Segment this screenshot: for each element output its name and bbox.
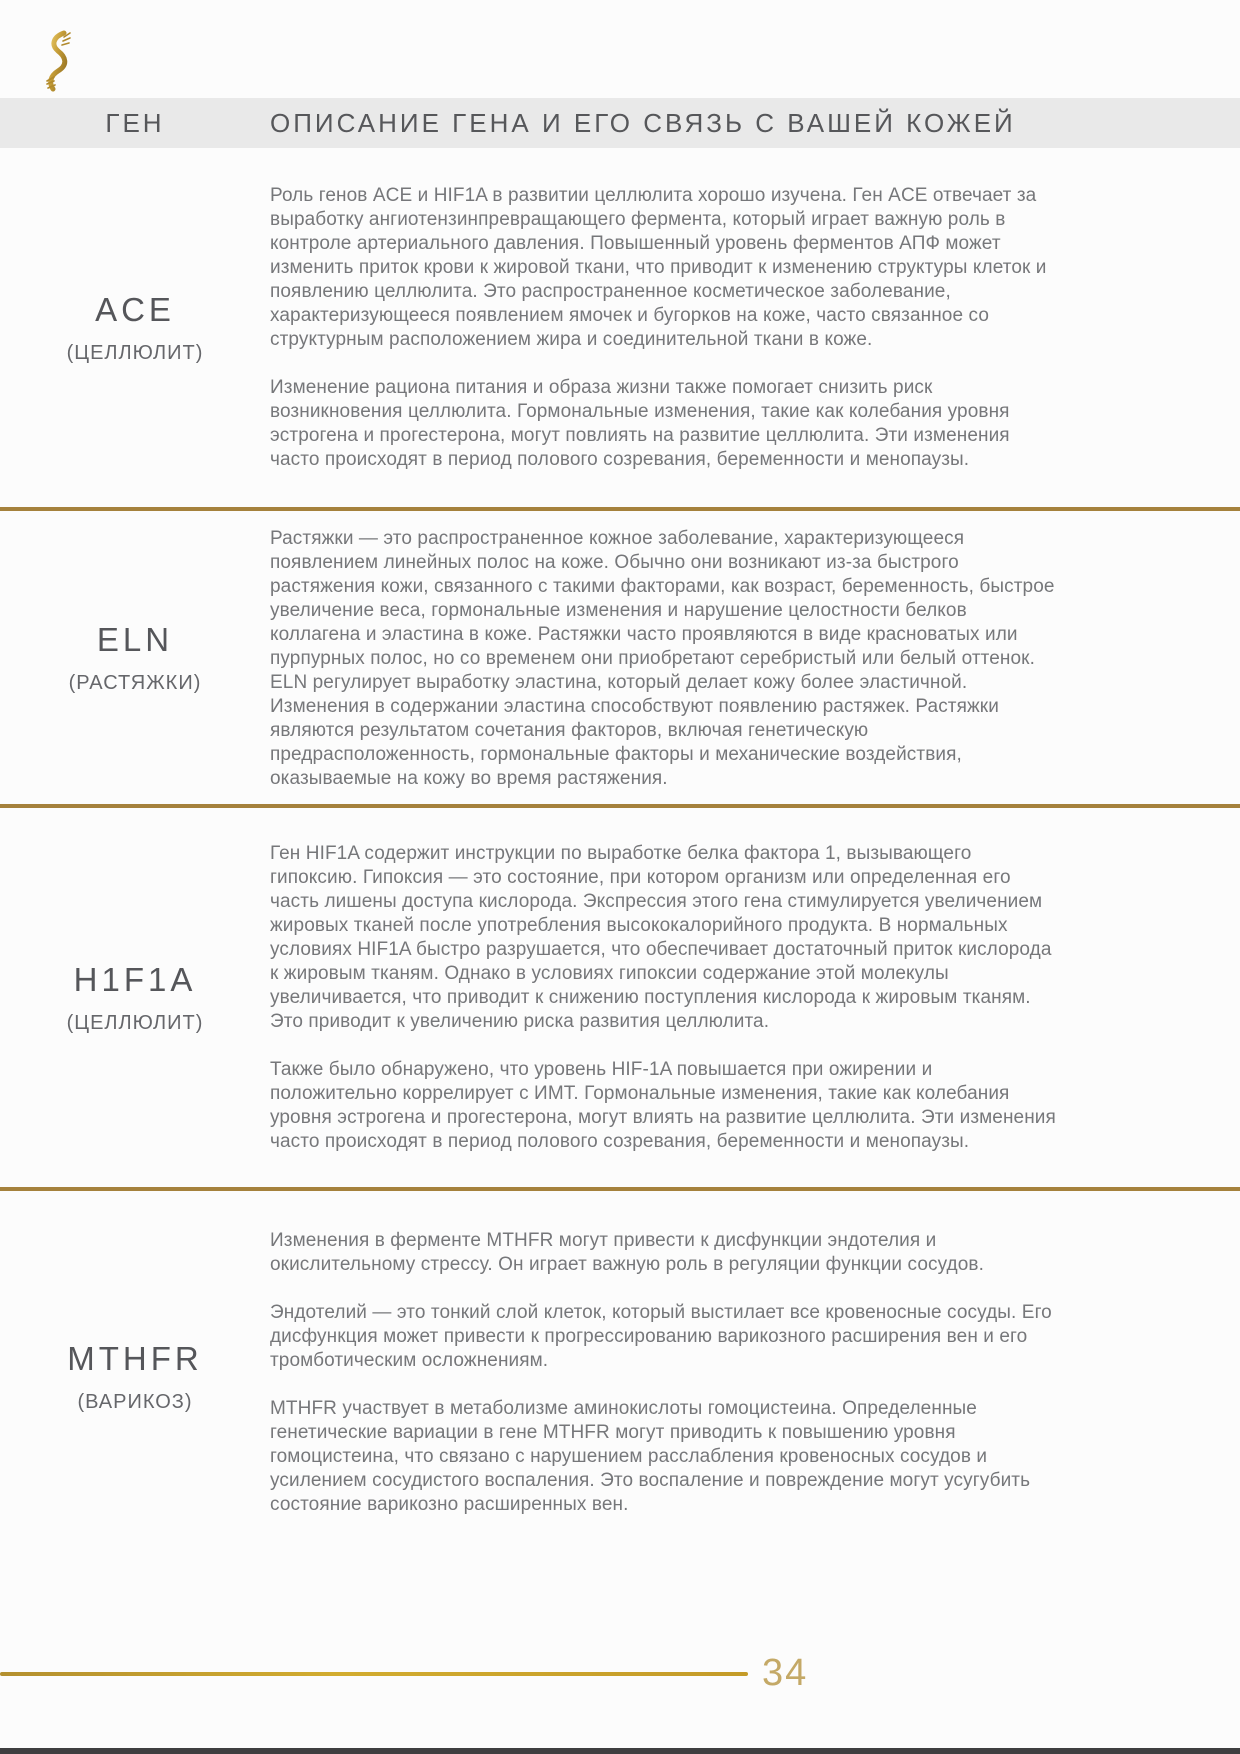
gene-cell	[0, 148, 270, 507]
gene-name: H1F1A	[73, 960, 197, 998]
description-paragraph: Ген HIF1A содержит инструкции по выработке белка фактора 1, вызывающего гипоксию. Гипоксия — это состояние, при котором организм или определенная его часть лишены доступа кислорода. Экспрессия этого гена стимулируется увеличением жировых тканей после употребления высококалорийного продукта. В нормальных условиях HIF1A быстро разрушается, что обеспечивает достаточный приток кислорода к жировым тканям. Однако в условиях гипоксии содержание этой молекулы увеличивается, что приводит к снижению поступления кислорода к жировым тканям. Это приводит к увеличению риска развития целлюлита.	[270, 843, 1052, 1032]
gene-name: MTHFR	[67, 1340, 203, 1377]
description-paragraph: Растяжки — это распространенное кожное заболевание, характеризующееся появлением линейных полос на коже. Обычно они возникают из-за быстрого растяжения кожи, связанного с такими факторами, как возраст, беременность, быстрое увеличение веса, гормональные изменения и нарушение целостности белков коллагена и эластина в коже. Растяжки часто проявляются в виде красноватых или пурпурных полос, но со временем они приобретают серебристый или белый оттенок. ELN регулирует выработку эластина, который делает кожу более эластичной. Изменения в содержании эластина способствуют появлению растяжек. Растяжки являются результатом сочетания факторов, включая генетическую предрасположенность, гормональные факторы и механические воздействия, оказываемые на кожу во время растяжения.	[270, 528, 1055, 789]
gene-cell	[0, 511, 270, 804]
table-row	[0, 1191, 1240, 1563]
gene-table	[0, 148, 1240, 1563]
gene-description	[270, 148, 1060, 507]
description-paragraph: MTHFR участвует в метаболизме аминокислоты гомоцистеина. Определенные генетические вариации в гене MTHFR могут приводить к повышению уровня гомоцистеина, что связано с нарушением расслабления кровеносных сосудов и усилением сосудистого воспаления. Это воспаление и повреждение могут усугубить состояние варикозно расширенных вен.	[270, 1398, 1031, 1515]
page-footer	[0, 1652, 1240, 1695]
gene-condition: (ВАРИКОЗ)	[77, 1391, 193, 1413]
gene-name: ACE	[95, 290, 175, 328]
description-paragraph: Изменение рациона питания и образа жизни также помогает снизить риск возникновения целлюлита. Гормональные изменения, такие как колебания уровня эстрогена и прогестерона, могут повлиять на развитие целлюлита. Эти изменения часто происходят в период полового созревания, беременности и менопаузы.	[270, 377, 1010, 470]
gene-condition: (ЦЕЛЛЮЛИТ)	[66, 341, 204, 364]
page-bottom-edge	[0, 1748, 1240, 1754]
description-paragraph: Эндотелий — это тонкий слой клеток, который выстилает все кровеносные сосуды. Его дисфункция может привести к прогрессированию варикозного расширения вен и его тромботическим осложнениям.	[270, 1302, 1052, 1371]
gene-description	[270, 808, 1060, 1187]
table-row	[0, 808, 1240, 1191]
table-header	[0, 98, 1240, 148]
description-paragraph: Также было обнаружено, что уровень HIF-1A повышается при ожирении и положительно коррелирует с ИМТ. Гормональные изменения, такие как колебания уровня эстрогена и прогестерона, могут влиять на развитие целлюлита. Эти изменения часто происходят в период полового созревания, беременности и менопаузы.	[270, 1059, 1056, 1152]
dna-helix-icon	[44, 30, 74, 92]
page-number: 34	[762, 1652, 809, 1694]
gene-condition: (ЦЕЛЛЮЛИТ)	[66, 1011, 204, 1034]
description-paragraph: Изменения в ферменте MTHFR могут привести к дисфункции эндотелия и окислительному стрессу. Он играет важную роль в регуляции функции сосудов.	[270, 1230, 984, 1275]
footer-divider-line	[0, 1672, 748, 1676]
header-description-column: ОПИСАНИЕ ГЕНА И ЕГО СВЯЗЬ С ВАШЕЙ КОЖЕЙ	[270, 107, 1016, 138]
gene-cell	[0, 1191, 270, 1563]
gene-description	[270, 511, 1060, 804]
header-gene-column: ГЕН	[105, 107, 165, 138]
gene-description	[270, 1191, 1060, 1563]
table-row	[0, 148, 1240, 511]
table-row	[0, 511, 1240, 808]
gene-condition: (РАСТЯЖКИ)	[68, 671, 202, 694]
description-paragraph: Роль генов ACE и HIF1A в развитии целлюлита хорошо изучена. Ген ACE отвечает за выработку ангиотензинпревращающего фермента, который играет важную роль в контроле артериального давления. Повышенный уровень ферментов АПФ может изменить приток крови к жировой ткани, что приводит к изменению структуры клеток и появлению целлюлита. Это распространенное косметическое заболевание, характеризующееся появлением ямочек и бугорков на коже, часто связанное со структурным расположением жира и соединительной ткани в коже.	[270, 185, 1047, 350]
gene-name: ELN	[96, 620, 174, 658]
gene-cell	[0, 808, 270, 1187]
